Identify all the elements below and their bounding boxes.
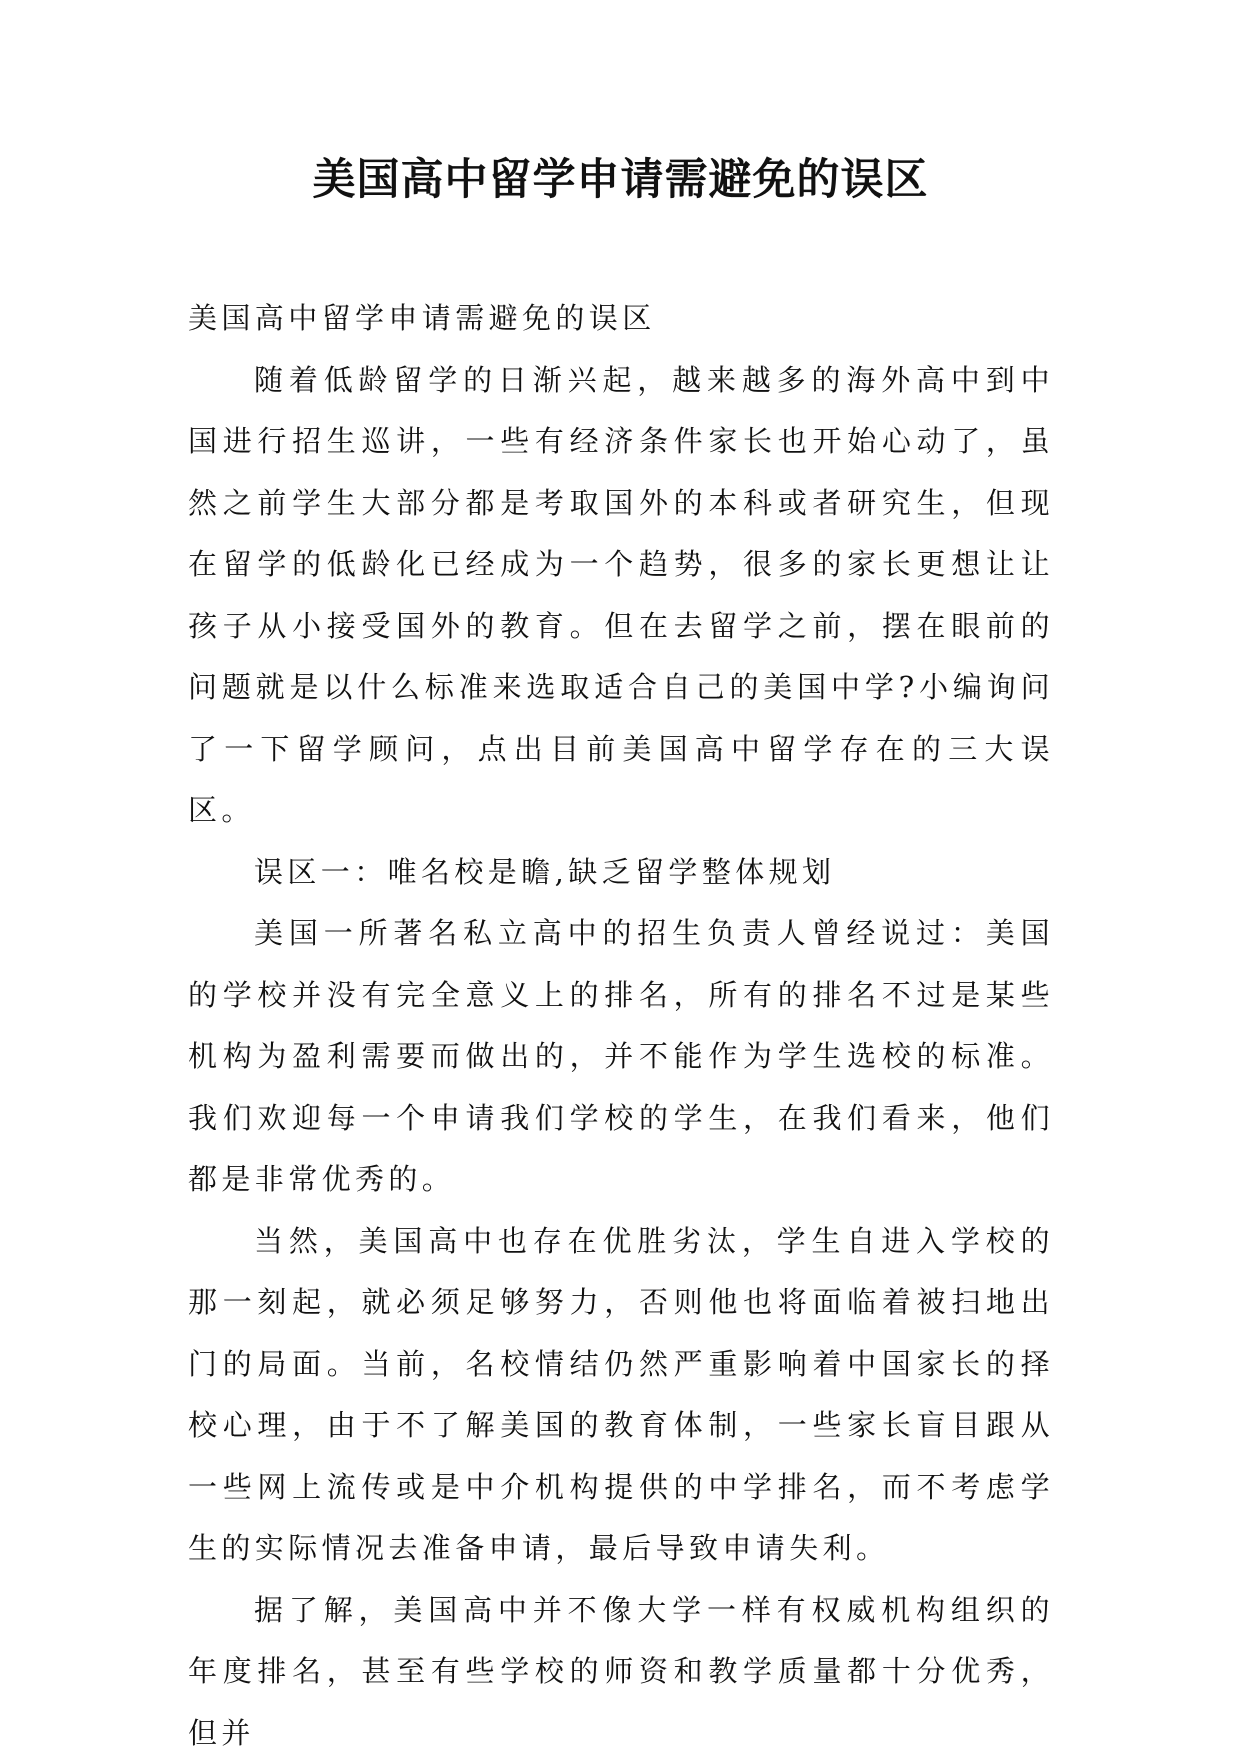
section-heading-misconception-1: 误区一：唯名校是瞻,缺乏留学整体规划: [188, 842, 1054, 904]
paragraph-elimination: 当然，美国高中也存在优胜劣汰，学生自进入学校的那一刻起，就必须足够努力，否则他也将面临着被扫地出门的局面。当前，名校情结仍然严重影响着中国家长的择校心理，由于不了解美国的教育体制，一些家长盲目跟从一些网上流传或是中介机构提供的中学排名，而不考虑学生的实际情况去准备申请，最后导致申请失利。: [188, 1211, 1054, 1580]
paragraph-intro: 随着低龄留学的日渐兴起，越来越多的海外高中到中国进行招生巡讲，一些有经济条件家长也开始心动了，虽然之前学生大部分都是考取国外的本科或者研究生，但现在留学的低龄化已经成为一个趋势，很多的家长更想让让孩子从小接受国外的教育。但在去留学之前，摆在眼前的问题就是以什么标准来选取适合自己的美国中学?小编询问了一下留学顾问，点出目前美国高中留学存在的三大误区。: [188, 350, 1054, 842]
document-title: 美国高中留学申请需避免的误区: [0, 150, 1241, 210]
paragraph-ranking: 美国一所著名私立高中的招生负责人曾经说过：美国的学校并没有完全意义上的排名，所有的排名不过是某些机构为盈利需要而做出的，并不能作为学生选校的标准。我们欢迎每一个申请我们学校的学生，在我们看来，他们都是非常优秀的。: [188, 903, 1054, 1211]
document-body: [188, 288, 1054, 1764]
paragraph-no-authority-ranking: 据了解，美国高中并不像大学一样有权威机构组织的年度排名，甚至有些学校的师资和教学质量都十分优秀，但并: [188, 1580, 1054, 1764]
document-subtitle: 美国高中留学申请需避免的误区: [188, 288, 1054, 350]
